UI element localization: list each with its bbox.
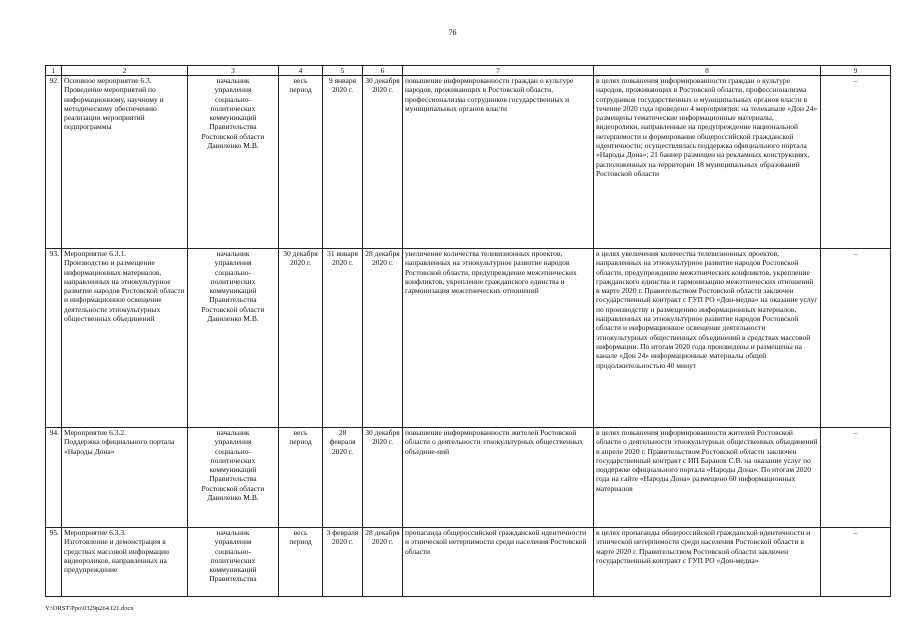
row-number: 94. bbox=[46, 428, 62, 528]
start-date: 31 января 2020 г. bbox=[323, 249, 363, 428]
column-header: 2 bbox=[62, 66, 188, 76]
planned-result: повышение информированности жителей Ростовской области о деятельности этнокультурных общественных объедине-ний bbox=[403, 428, 594, 528]
period: весь период bbox=[279, 528, 323, 597]
note: – bbox=[821, 428, 891, 528]
column-header: 4 bbox=[279, 66, 323, 76]
actual-result: в целях повышения информированности жителей Ростовской области о деятельности этнокультурных общественных объединений в апреле 2020 г. Правительством Ростовской области заключен государственный контракт с ИП Баранов С.В. на оказание услуг по поддержке официального портала «Народы Дона». По итогам 2020 года на сайте «Народы Дона» размещено 60 информационных материалов bbox=[594, 428, 821, 528]
end-date: 28 декабря 2020 г. bbox=[363, 528, 403, 597]
planned-result: повышение информированности граждан о культуре народов, проживающих в Ростовской области, профессионализма сотрудников государственных и муниципальных органов власти bbox=[403, 76, 594, 249]
table-row bbox=[46, 528, 891, 597]
end-date: 30 декабря 2020 г. bbox=[363, 76, 403, 249]
row-number: 92. bbox=[46, 76, 62, 249]
planned-result: пропаганда общероссийской гражданской идентичности и этнической нетерпимости среди населения Ростовской области bbox=[403, 528, 594, 597]
actual-result: в целях пропаганды общероссийской гражданской идентичности и этнической нетерпимости среди населения Ростовской области в марте 2020 г. Правительством Ростовской области заключен государственный контракт с ГУП РО «Дон-медиа» bbox=[594, 528, 821, 597]
period: весь период bbox=[279, 76, 323, 249]
actual-result: в целях увеличения количества телевизионных проектов, направленных на этнокультурное развитие народов Ростовской области, предупреждение межэтнических конфликтов, укрепление гражданского единства и гармонизацию межэтнических отношений в марте 2020 г. Правительством Ростовской области заключен государственный контракт с ГУП РО «Дон-медиа» на оказание услуг по производству и размещению информационных материалов, направленных на этнокультурное развитие народов Ростовской области и информационное освещение деятельности этнокультурных общественных объединений в средствах массовой информации. По итогам 2020 года произведены и размещены на канале «Дон 24» информационные материалы общей продолжительностью 40 минут bbox=[594, 249, 821, 428]
report-table bbox=[45, 65, 891, 597]
column-header-row bbox=[46, 66, 891, 76]
start-date: 28 февраля 2020 г. bbox=[323, 428, 363, 528]
start-date: 3 февраля 2020 г. bbox=[323, 528, 363, 597]
activity-name: Основное мероприятие 6.3. Проведение мероприятий по информационному, научному и методическому обеспечению реализации мероприятий подпрограммы bbox=[62, 76, 188, 249]
actual-result: в целях повышения информированности граждан о культуре народов, проживающих в Ростовской области, профессионализма сотрудников государственных и муниципальных органов власти в течение 2020 года проведено 4 мероприятия: на телеканале «Дон 24» размещены тематические информационные материалы, видеоролики, направленные на предупреждение национальной нетерпимости и формирование общероссийской гражданской идентичности; осуществлялась поддержка официального портала «Народы Дона»; 21 баннер размещен на рекламных конструкциях, расположенных на территории 18 муниципальных образований Ростовской области bbox=[594, 76, 821, 249]
responsible-person: начальник управления социально- политических коммуникаций Правительства bbox=[188, 528, 279, 597]
planned-result: увеличение количества телевизионных проектов, направленных на этнокультурное развитие народов Ростовской области, предупреждение межэтнических конфликтов, укрепление гражданского единства и гармонизация межэтнических отношений bbox=[403, 249, 594, 428]
column-header: 1 bbox=[46, 66, 62, 76]
row-number: 95. bbox=[46, 528, 62, 597]
period: весь период bbox=[279, 428, 323, 528]
note: – bbox=[821, 528, 891, 597]
column-header: 9 bbox=[821, 66, 891, 76]
note: – bbox=[821, 76, 891, 249]
responsible-person: начальник управления социально- политических коммуникаций Правительства Ростовской области Давиленко М.В. bbox=[188, 249, 279, 428]
page-number: 76 bbox=[448, 28, 457, 37]
responsible-person: начальник управления социально- политических коммуникаций Правительства Ростовской области Давиленко М.В. bbox=[188, 428, 279, 528]
row-number: 93. bbox=[46, 249, 62, 428]
column-header: 8 bbox=[594, 66, 821, 76]
column-header: 6 bbox=[363, 66, 403, 76]
activity-name: Мероприятие 6.3.1. Производство и размещение информационных материалов, направленных на этнокультурное развитие народов Ростовской области и информационное освещение деятельности этнокультурных общественных объединений bbox=[62, 249, 188, 428]
activity-name: Мероприятие 6.3.3. Изготовление и демонстрация в средствах массовой информации видеороликов, направленных на предупреждение bbox=[62, 528, 188, 597]
note: – bbox=[821, 249, 891, 428]
file-path-footer: Y:\ORST\Ppo\0329p264.f21.docx bbox=[45, 605, 134, 612]
end-date: 28 декабря 2020 г. bbox=[363, 249, 403, 428]
table-row bbox=[46, 428, 891, 528]
column-header: 3 bbox=[188, 66, 279, 76]
table-row bbox=[46, 76, 891, 249]
activity-name: Мероприятие 6.3.2. Поддержка официального портала «Народы Дона» bbox=[62, 428, 188, 528]
responsible-person: начальник управления социально- политических коммуникаций Правительства Ростовской области Давиленко М.В. bbox=[188, 76, 279, 249]
column-header: 5 bbox=[323, 66, 363, 76]
table-row bbox=[46, 249, 891, 428]
period: 30 декабря 2020 г. bbox=[279, 249, 323, 428]
start-date: 9 января 2020 г. bbox=[323, 76, 363, 249]
end-date: 30 декабря 2020 г. bbox=[363, 428, 403, 528]
column-header: 7 bbox=[403, 66, 594, 76]
